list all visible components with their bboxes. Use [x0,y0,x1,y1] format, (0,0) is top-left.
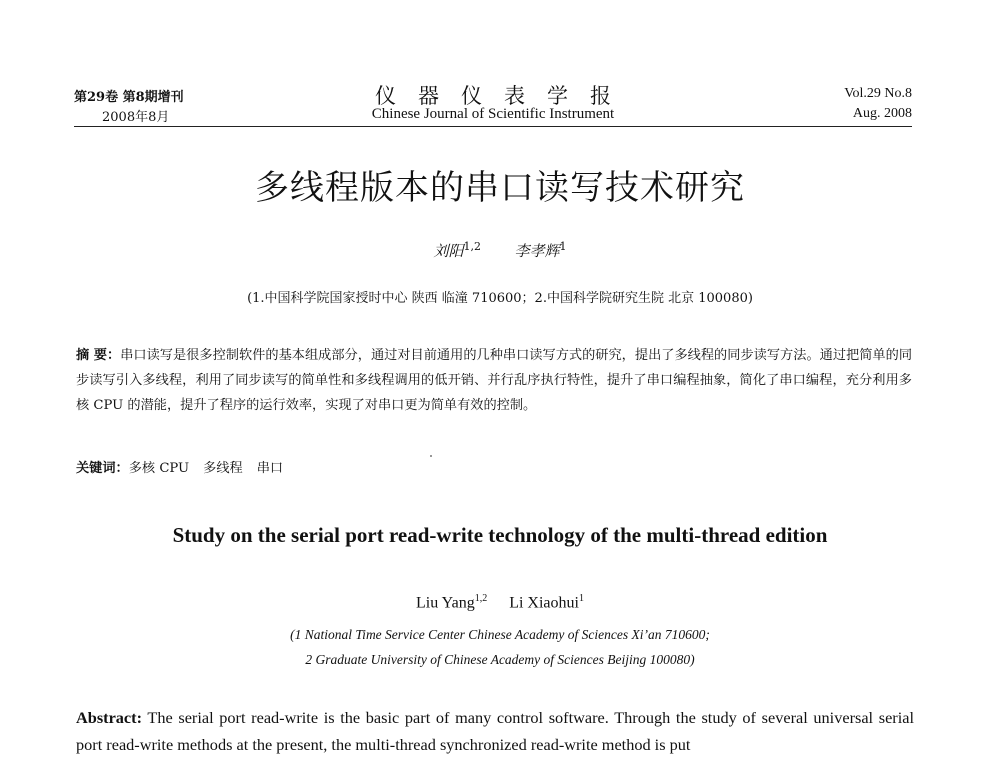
author-sup: 1,2 [474,593,488,604]
paper-title-cn: 多线程版本的串口读写技术研究 [255,168,745,208]
abstract-cn [76,343,912,418]
volume-issue-en: Vol.29 No.8 [844,86,912,101]
affiliation-cn: (1.中国科学院国家授时中心 陕西 临潼 710600；2.中国科学院研究生院 北京 100080) [247,291,753,306]
author-name: 刘阳 [433,242,464,260]
affiliation-en-line: (1 National Time Service Center Chinese Academy of Sciences Xi’an 710600; [290,627,710,642]
keywords-cn-label: 关键词： [76,461,129,476]
abstract-cn-label: 摘 要： [76,348,121,363]
author-name: Liu Yang [416,594,475,612]
volume-issue-cn: 第29卷 第8期增刊 [74,90,184,105]
keywords-cn [76,457,297,476]
date-en: Aug. 2008 [852,106,912,121]
author-name: 李孝辉 [514,242,560,260]
authors-en [0,593,1000,612]
keyword: 多核 CPU [128,461,190,476]
scan-speck [430,455,432,457]
author-sup: 1 [559,240,567,253]
keyword: 多线程 [203,461,243,476]
author-name: Li Xiaohui [509,594,579,612]
date-cn: 2008年8月 [102,110,170,125]
running-header [74,86,912,132]
header-rule [74,126,912,127]
keyword: 串口 [256,461,284,476]
abstract-en-label: Abstract: [76,708,143,727]
affiliation-en-line: 2 Graduate University of Chinese Academy of Sciences Beijing 100080) [305,652,695,667]
abstract-cn-text: 串口读写是很多控制软件的基本组成部分，通过对目前通用的几种串口读写方式的研究，提出了多线程的同步读写方法。通过把简单的同步读写引入多线程，利用了同步读写的简单性和多线程调用的低开销、并行乱序执行特性，提升了串口编程抽象，简化了串口编程，充分利用多核 CPU 的潜能，提升了程序的运行效率，实现了对串口更为简单有效的控制。 [76,348,913,413]
paper-title-en: Study on the serial port read-write technology of the multi-thread edition [172,523,828,547]
author-sup: 1 [578,593,584,604]
authors-cn [0,240,1000,261]
abstract-en-text: The serial port read-write is the basic part of many control software. Through the study of several universal serial port read-write methods at the present, the multi-thread synchronized read-write method is put [76,708,914,754]
abstract-en [76,704,914,758]
author-sup: 1,2 [463,240,481,253]
journal-name-en: Chinese Journal of Scientific Instrument [371,106,615,122]
journal-name-cn: 仪器仪表学报 [375,84,633,108]
